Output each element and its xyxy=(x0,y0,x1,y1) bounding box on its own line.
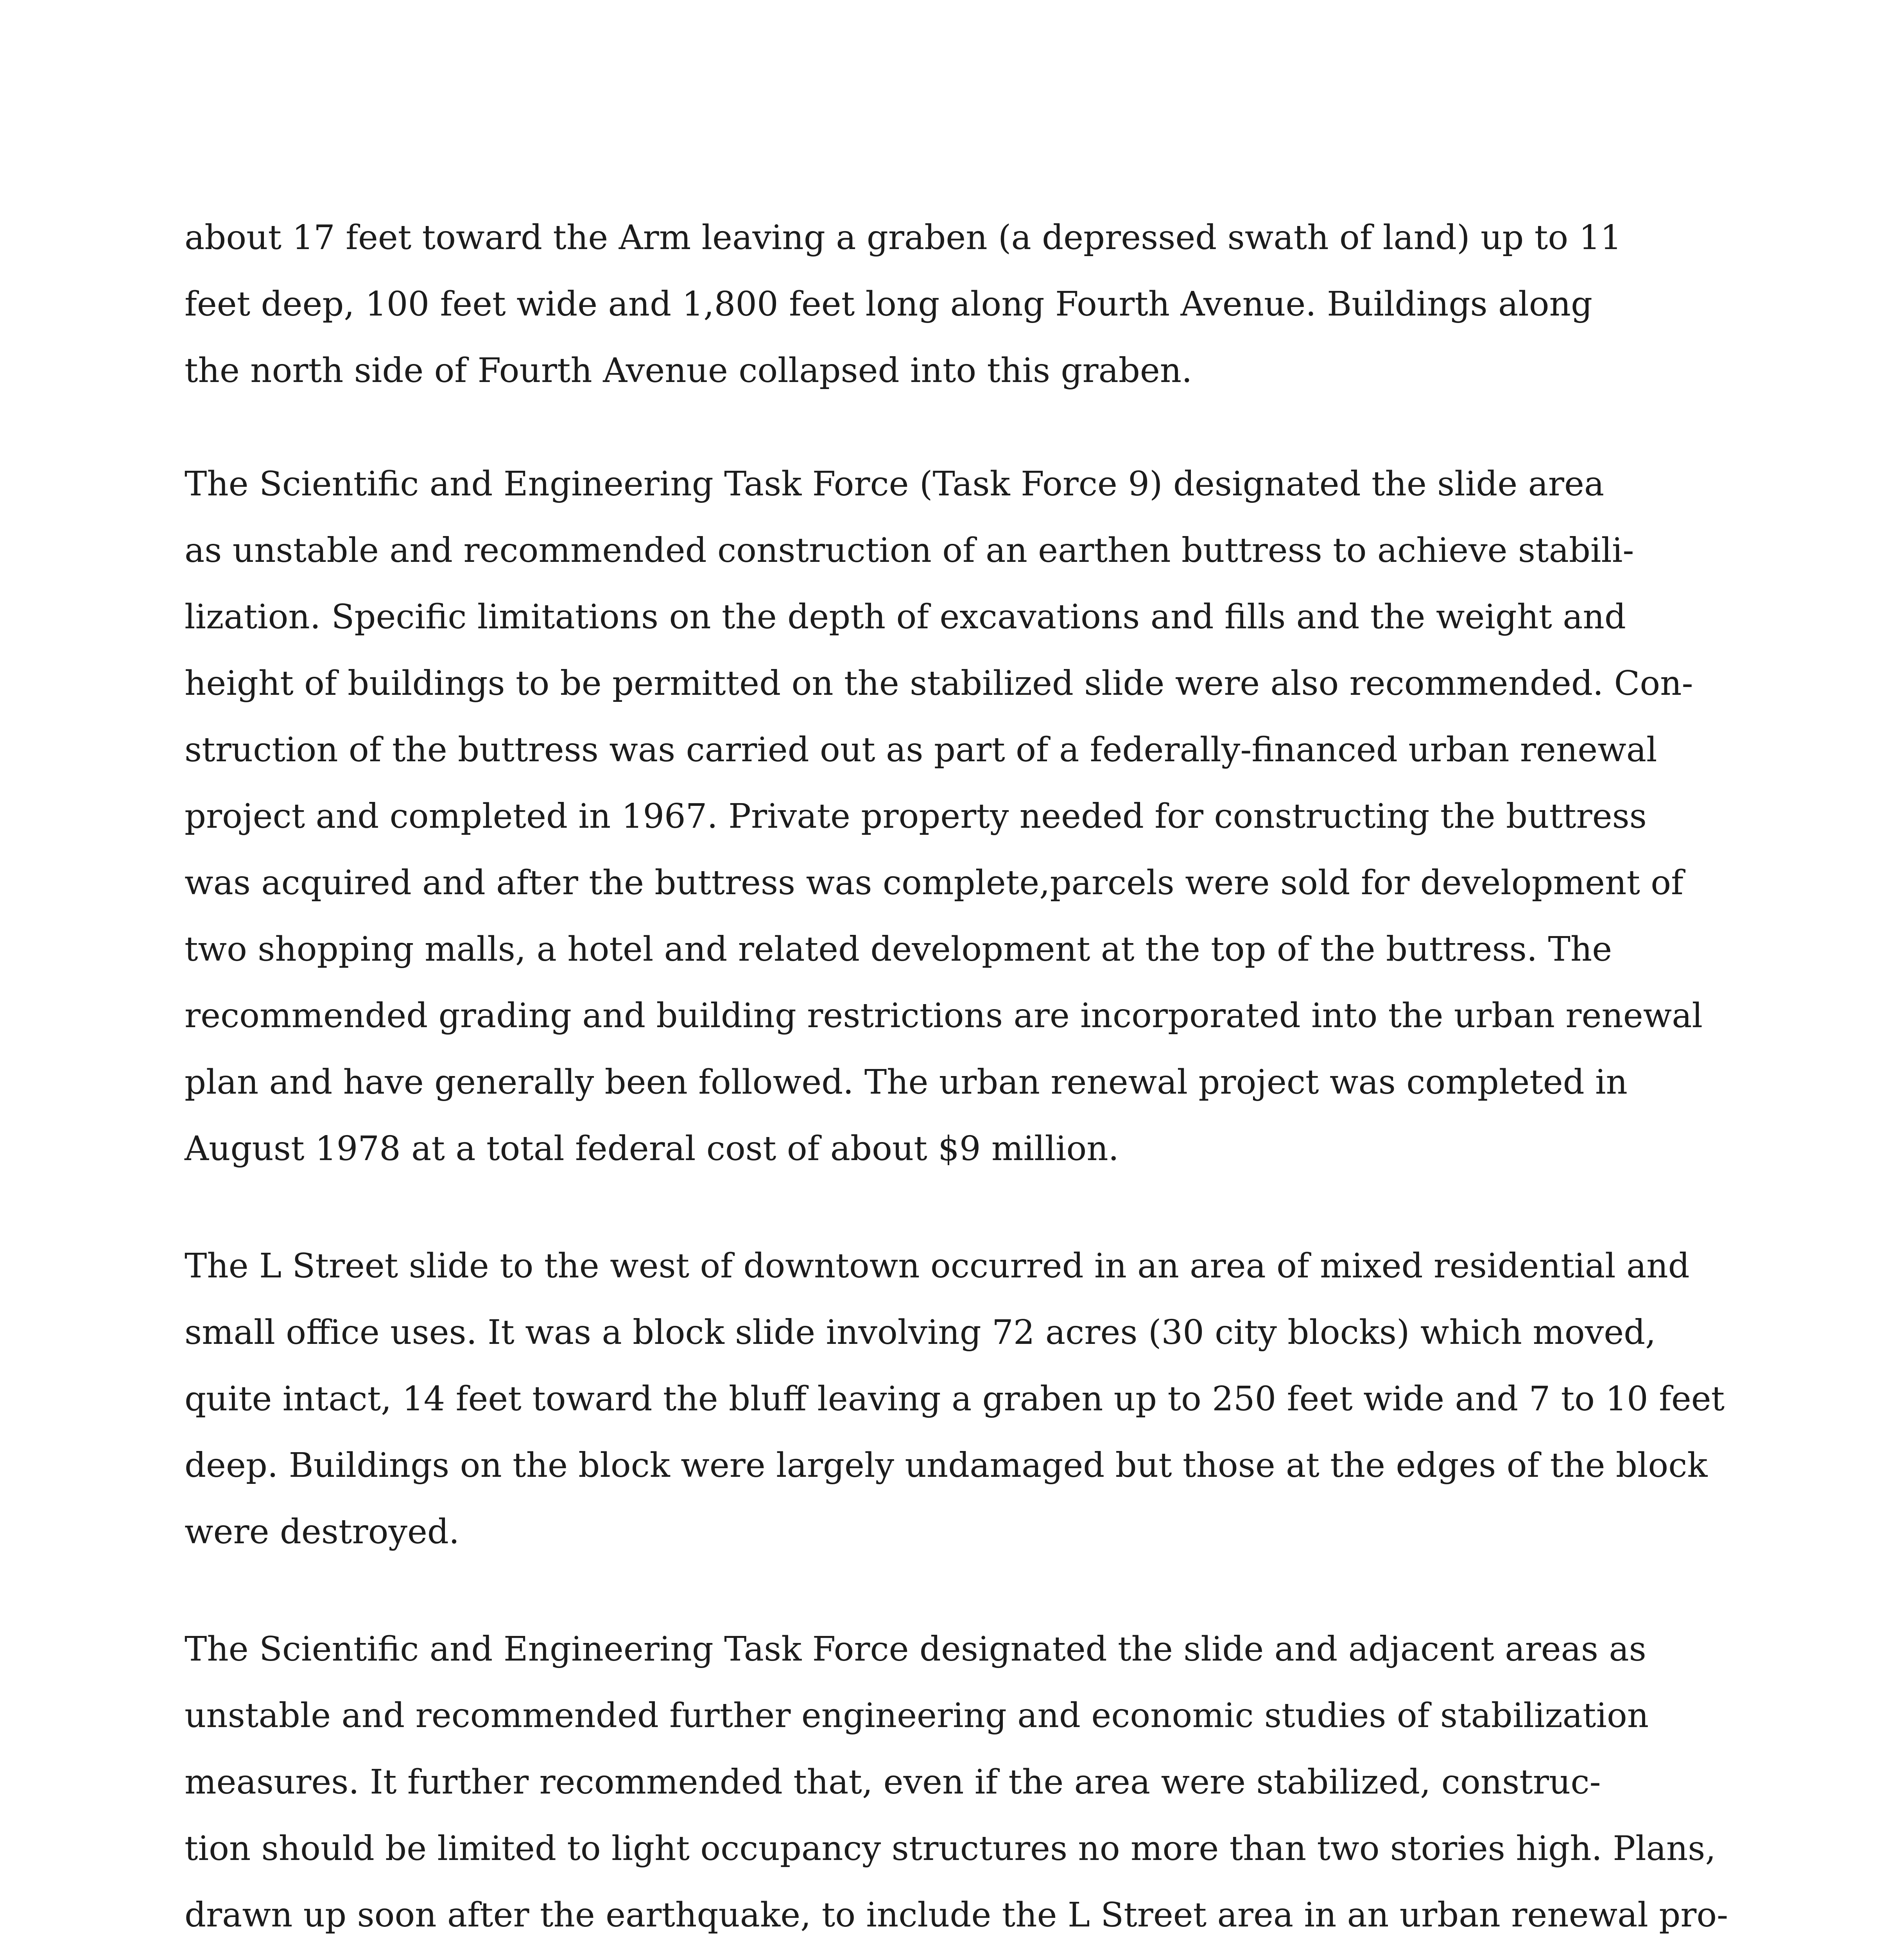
text-line: The Scientific and Engineering Task Force (Task Force 9) designated the slide area xyxy=(185,465,1605,504)
text-line: about 17 feet toward the Arm leaving a graben (a depressed swath of land) up to 11 xyxy=(185,218,1622,257)
text-line: plan and have generally been followed. The urban renewal project was completed in xyxy=(185,1063,1628,1102)
text-line: two shopping malls, a hotel and related development at the top of the buttress. The xyxy=(185,930,1612,969)
text-line: tion should be limited to light occupancy structures no more than two stories high. Plans, xyxy=(185,1829,1716,1868)
text-line: project and completed in 1967. Private property needed for constructing the buttress xyxy=(185,797,1647,836)
text-line: was acquired and after the buttress was complete,parcels were sold for development of xyxy=(185,863,1683,902)
text-line: drawn up soon after the earthquake, to include the L Street area in an urban renewal pro- xyxy=(185,1896,1728,1935)
text-line: lization. Specific limitations on the depth of excavations and fills and the weight and xyxy=(185,597,1626,637)
text-line: measures. It further recommended that, even if the area were stabilized, construc- xyxy=(185,1763,1601,1802)
text-line: height of buildings to be permitted on the stabilized slide were also recommended. Con- xyxy=(185,664,1693,703)
text-line: as unstable and recommended construction of an earthen buttress to achieve stabili- xyxy=(185,531,1634,570)
text-line: struction of the buttress was carried out as part of a federally-financed urban renewal xyxy=(185,730,1657,769)
text-line: were destroyed. xyxy=(185,1512,460,1551)
text-line: The Scientific and Engineering Task Force designated the slide and adjacent areas as xyxy=(185,1630,1646,1669)
text-line: unstable and recommended further engineering and economic studies of stabilization xyxy=(185,1696,1649,1735)
text-line: feet deep, 100 feet wide and 1,800 feet long along Fourth Avenue. Buildings along xyxy=(185,285,1592,324)
text-line: quite intact, 14 feet toward the bluff leaving a graben up to 250 feet wide and 7 to 10 feet xyxy=(185,1379,1725,1419)
text-line: August 1978 at a total federal cost of about $9 million. xyxy=(185,1129,1119,1168)
text-line: recommended grading and building restrictions are incorporated into the urban renewal xyxy=(185,996,1703,1035)
text-line: the north side of Fourth Avenue collapsed into this graben. xyxy=(185,351,1192,390)
text-line: small office uses. It was a block slide involving 72 acres (30 city blocks) which moved, xyxy=(185,1313,1656,1352)
text-line: The L Street slide to the west of downtown occurred in an area of mixed residential and xyxy=(185,1247,1690,1286)
text-line: deep. Buildings on the block were largely undamaged but those at the edges of the block xyxy=(185,1446,1708,1485)
